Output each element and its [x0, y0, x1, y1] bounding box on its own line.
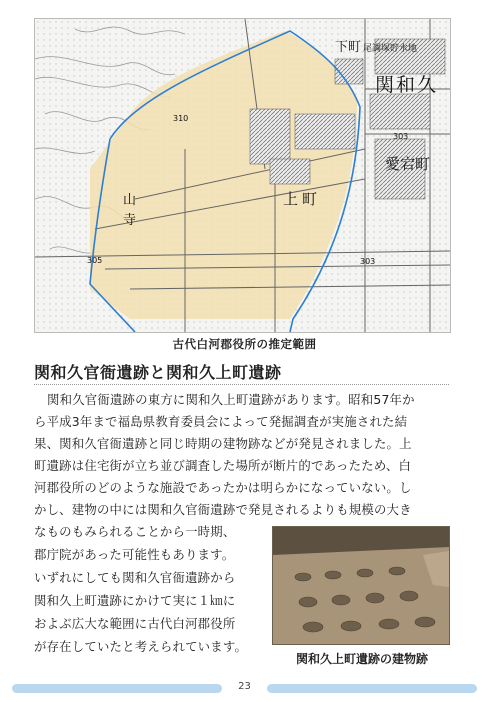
body-line-4: 町遺跡は住宅街が立ち並び調査した場所が断片的であったため、白 [34, 458, 412, 473]
body-line-11: およぶ広大な範囲に古代白河郡役所 [34, 616, 236, 631]
map-label-elev-303a: 303 [393, 132, 409, 141]
map-label-kami-machi: 上町 [283, 190, 322, 208]
body-line-7: なものもみられることから一時期、 [34, 524, 236, 539]
map-label-yamadera-2: 寺 [123, 213, 137, 228]
body-line-2: ら平成3年まで福島県教育委員会によって発掘調査が実施された結 [34, 414, 408, 429]
site-map [34, 18, 451, 333]
map-label-atago: 愛宕町 [385, 155, 431, 173]
photo-caption: 関和久上町遺跡の建物跡 [295, 652, 428, 666]
excavation-photo-graphic [273, 527, 449, 644]
map-label-shiyo-kan: 関和久 [375, 74, 439, 96]
page-number: 23 [238, 681, 251, 692]
map-label-elev-305: 305 [87, 256, 103, 265]
body-line-5: 河郡役所のどのような施設であったかは明らかになっていない。し [34, 480, 412, 495]
body-line-1: 関和久官衙遺跡の東方に関和久上町遺跡があります。昭和57年か [47, 392, 415, 407]
body-line-9: いずれにしても関和久官衙遺跡から [34, 570, 236, 585]
map-caption: 古代白河郡役所の推定範囲 [172, 337, 317, 351]
section-title: 関和久官衙遺跡と関和久上町遺跡 [34, 363, 282, 382]
title-divider [34, 384, 449, 385]
map-label-facility: 尾調塚貯水地 [363, 44, 418, 54]
map-label-elev-310: 310 [173, 114, 189, 123]
body-line-10: 関和久上町遺跡にかけて実に１㎞に [34, 593, 236, 608]
map-graphic [35, 19, 450, 332]
map-label-elev-303b: 303 [360, 257, 376, 266]
body-line-3: 果、関和久官衙遺跡と同じ時期の建物跡などが発見されました。上 [34, 436, 412, 451]
map-label-shimo-machi: 下町 [335, 40, 362, 55]
map-label-yamadera-1: 山 [123, 193, 137, 208]
body-line-6: かし、建物の中には関和久官衙遺跡で発見されるよりも規模の大き [34, 502, 412, 517]
body-line-8: 郡庁院があった可能性もあります。 [34, 547, 235, 562]
body-line-12: が存在していたと考えられています。 [34, 639, 248, 654]
excavation-photo [272, 526, 450, 645]
